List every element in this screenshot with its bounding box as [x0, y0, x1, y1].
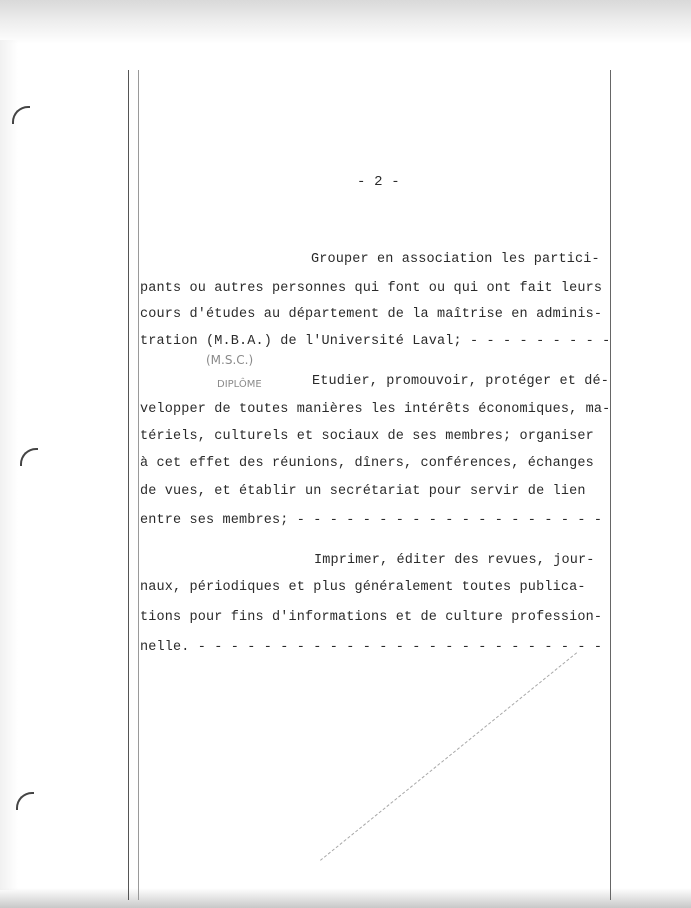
paragraph2-line: à cet effet des réunions, dîners, conférences, échanges: [140, 456, 594, 471]
paragraph2-line: Etudier, promouvoir, protéger et dé-: [312, 374, 610, 389]
paragraph1-line: Grouper en association les partici-: [311, 252, 600, 267]
paragraph3-line: naux, périodiques et plus généralement toutes publica-: [140, 580, 586, 595]
paragraph2-line: tériels, culturels et sociaux de ses membres; organiser: [140, 429, 594, 444]
paragraph2-line: de vues, et établir un secrétariat pour servir de lien: [140, 484, 586, 499]
punch-hole-mark-middle: [20, 448, 38, 466]
scan-shadow-bottom: [0, 888, 691, 908]
left-margin-line: [128, 70, 129, 900]
handwritten-correction: (M.S.C.): [206, 353, 254, 367]
scan-shadow-left: [0, 40, 18, 890]
paragraph2-line: velopper de toutes manières les intérêts économiques, ma-: [140, 402, 611, 417]
left-margin-inner-line: [138, 70, 139, 900]
page-number: - 2 -: [357, 174, 400, 190]
paragraph1-line: cours d'études au département de la maîtrise en adminis-: [140, 307, 603, 322]
diagonal-closing-dash-line: [320, 652, 577, 860]
scan-shadow-top: [0, 0, 691, 44]
handwritten-margin-note: DIPLÔME: [217, 379, 262, 390]
paragraph3-line: nelle. - - - - - - - - - - - - - - - - - - - - - - - - -: [140, 640, 603, 655]
paragraph3-line: tions pour fins d'informations et de culture profession-: [140, 610, 603, 625]
paragraph3-line: Imprimer, éditer des revues, jour-: [314, 553, 595, 568]
right-margin-line: [610, 70, 611, 900]
paragraph1-line: pants ou autres personnes qui font ou qui ont fait leurs: [140, 281, 603, 296]
paragraph1-line: tration (M.B.A.) de l'Université Laval; - - - - - - - - -: [140, 334, 611, 349]
punch-hole-mark-bottom: [16, 792, 34, 810]
paragraph2-line: entre ses membres; - - - - - - - - - - - - - - - - - - -: [140, 513, 603, 528]
